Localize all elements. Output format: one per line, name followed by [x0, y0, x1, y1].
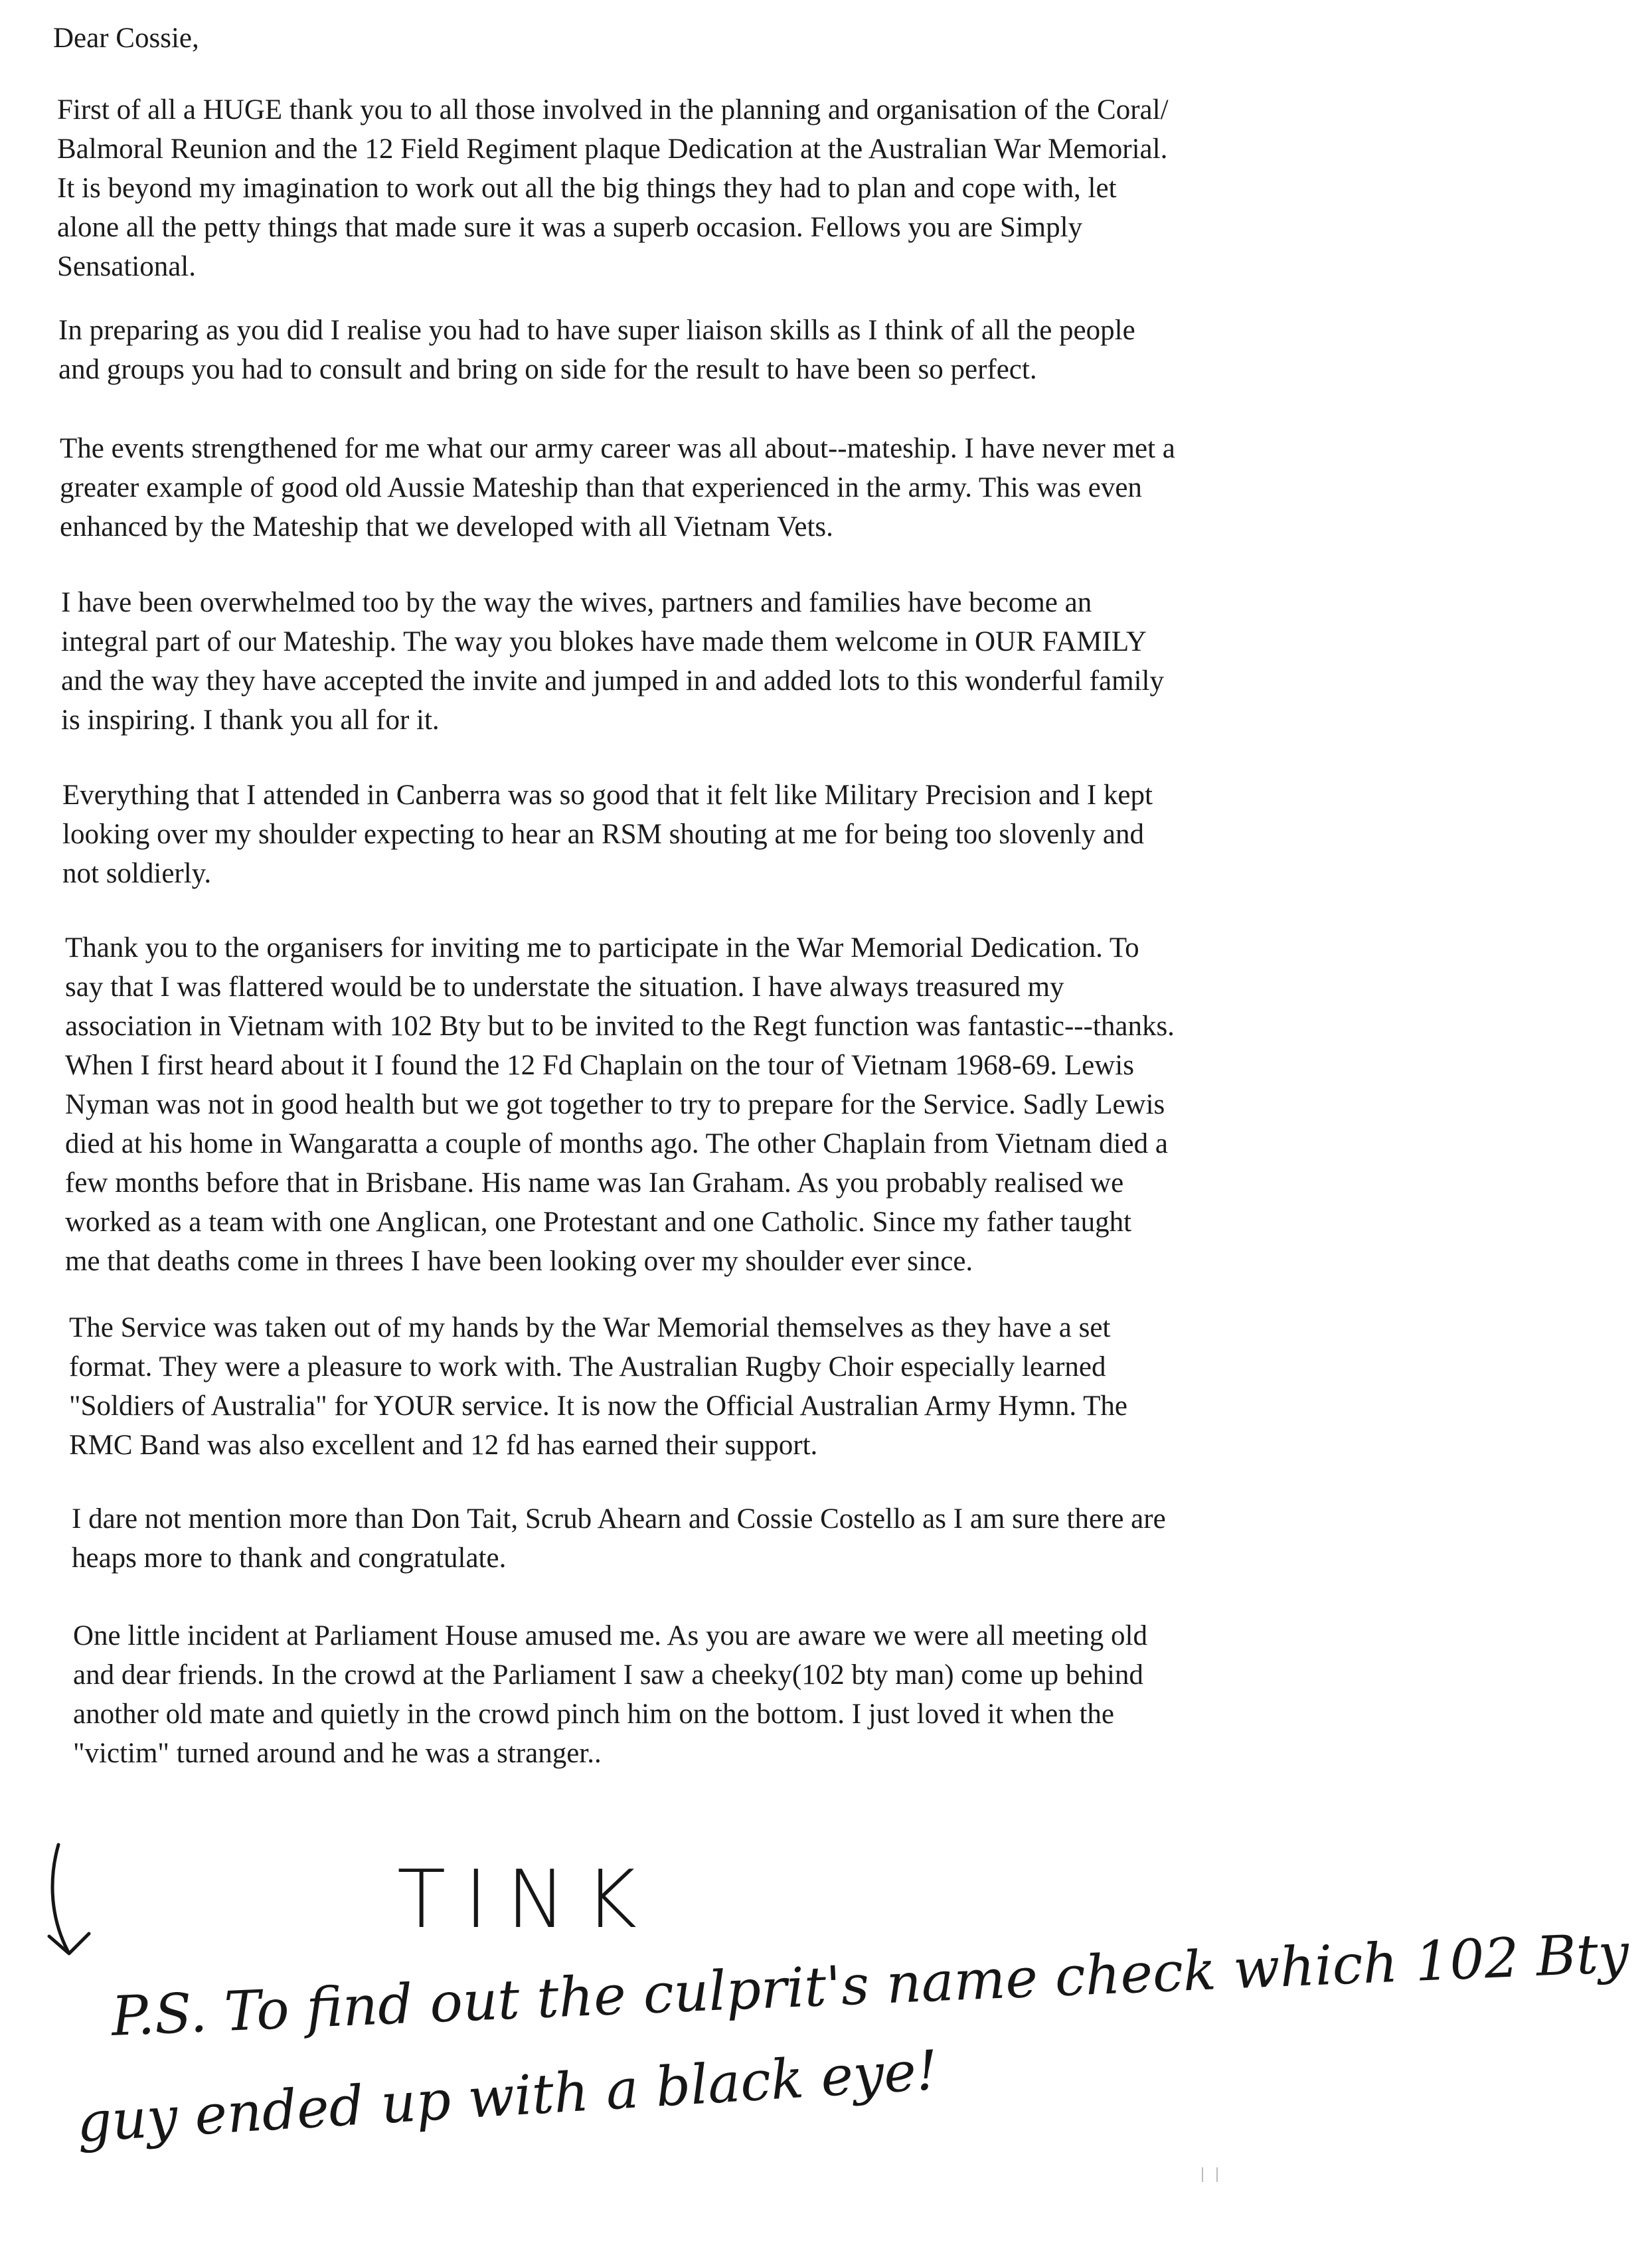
text-line: few months before that in Brisbane. His name was Ian Graham. As you probably realised we — [65, 1167, 1124, 1199]
text-line: In preparing as you did I realise you had to have super liaison skills as I think of all the people — [58, 315, 1135, 346]
text-line: The events strengthened for me what our army career was all about--mateship. I have never met a — [60, 433, 1175, 464]
text-line: First of all a HUGE thank you to all those involved in the planning and organisation of the Coral/ — [57, 94, 1169, 125]
text-line: enhanced by the Mateship that we developed with all Vietnam Vets. — [60, 511, 833, 543]
paragraph-3 — [60, 429, 1175, 546]
text-line: worked as a team with one Anglican, one Protestant and one Catholic. Since my father taught — [65, 1207, 1132, 1238]
text-line: "Soldiers of Australia" for YOUR service. It is now the Official Australian Army Hymn. The — [69, 1390, 1127, 1422]
text-line: say that I was flattered would be to understate the situation. I have always treasured my — [65, 971, 1064, 1003]
text-line: died at his home in Wangaratta a couple of months ago. The other Chaplain from Vietnam died a — [65, 1128, 1168, 1159]
text-line: Nyman was not in good health but we got together to try to prepare for the Service. Sadly Lewis — [65, 1089, 1165, 1120]
postscript-line-2: guy ended up with a black eye! — [75, 2039, 940, 2155]
text-line: Sensational. — [57, 251, 196, 282]
text-line: format. They were a pleasure to work with. The Australian Rugby Choir especially learned — [69, 1351, 1106, 1382]
text-line: One little incident at Parliament House amused me. As you are aware we were all meeting old — [73, 1620, 1147, 1651]
paragraph-7 — [69, 1308, 1127, 1465]
postscript-line-1: P.S. To find out the culprit's name check which 102 Bty — [110, 1922, 1631, 2048]
text-line: I have been overwhelmed too by the way the wives, partners and families have become an — [61, 587, 1092, 618]
text-line: Thank you to the organisers for inviting me to participate in the War Memorial Dedication. To — [65, 932, 1139, 963]
salutation: Dear Cossie, — [53, 23, 199, 54]
text-line: me that deaths come in threes I have been looking over my shoulder ever since. — [65, 1246, 973, 1277]
text-line: Everything that I attended in Canberra was so good that it felt like Military Precision and I kept — [62, 780, 1153, 811]
text-line: RMC Band was also excellent and 12 fd has earned their support. — [69, 1430, 818, 1461]
paragraph-9 — [73, 1616, 1147, 1773]
ink-mark — [1202, 2167, 1218, 2182]
text-line: not soldierly. — [62, 858, 212, 889]
text-line: "victim" turned around and he was a stranger.. — [73, 1738, 602, 1769]
text-line: is inspiring. I thank you all for it. — [61, 705, 440, 736]
text-line: alone all the petty things that made sure it was a superb occasion. Fellows you are Simply — [57, 212, 1083, 243]
text-line: and the way they have accepted the invite and jumped in and added lots to this wonderful family — [61, 665, 1164, 697]
paragraph-4 — [61, 583, 1164, 740]
text-line: another old mate and quietly in the crowd pinch him on the bottom. I just loved it when the — [73, 1699, 1114, 1730]
paragraph-5 — [62, 776, 1153, 893]
text-line: heaps more to thank and congratulate. — [72, 1543, 507, 1574]
paragraph-2 — [58, 311, 1135, 389]
text-line: association in Vietnam with 102 Bty but to be invited to the Regt function was fantastic---thanks. — [65, 1011, 1175, 1042]
text-line: When I first heard about it I found the 12 Fd Chaplain on the tour of Vietnam 1968-69. Lewis — [65, 1050, 1134, 1081]
text-line: and dear friends. In the crowd at the Parliament I saw a cheeky(102 bty man) come up behind — [73, 1659, 1143, 1691]
text-line: and groups you had to consult and bring on side for the result to have been so perfect. — [58, 354, 1037, 385]
signature: TINK — [397, 1854, 656, 1946]
paragraph-8 — [72, 1499, 1166, 1578]
text-line: It is beyond my imagination to work out all the big things they had to plan and cope with, let — [57, 173, 1117, 204]
text-line: integral part of our Mateship. The way you blokes have made them welcome in OUR FAMILY — [61, 626, 1147, 657]
down-arrow-icon — [40, 1839, 113, 1972]
paragraph-6 — [65, 928, 1175, 1281]
text-line: greater example of good old Aussie Mateship than that experienced in the army. This was even — [60, 472, 1142, 503]
paragraph-1 — [57, 90, 1169, 286]
text-line: looking over my shoulder expecting to hear an RSM shouting at me for being too slovenly and — [62, 819, 1144, 850]
text-line: I dare not mention more than Don Tait, Scrub Ahearn and Cossie Costello as I am sure there are — [72, 1503, 1166, 1535]
text-line: Balmoral Reunion and the 12 Field Regiment plaque Dedication at the Australian War Memorial. — [57, 133, 1168, 165]
text-line: The Service was taken out of my hands by the War Memorial themselves as they have a set — [69, 1312, 1111, 1343]
